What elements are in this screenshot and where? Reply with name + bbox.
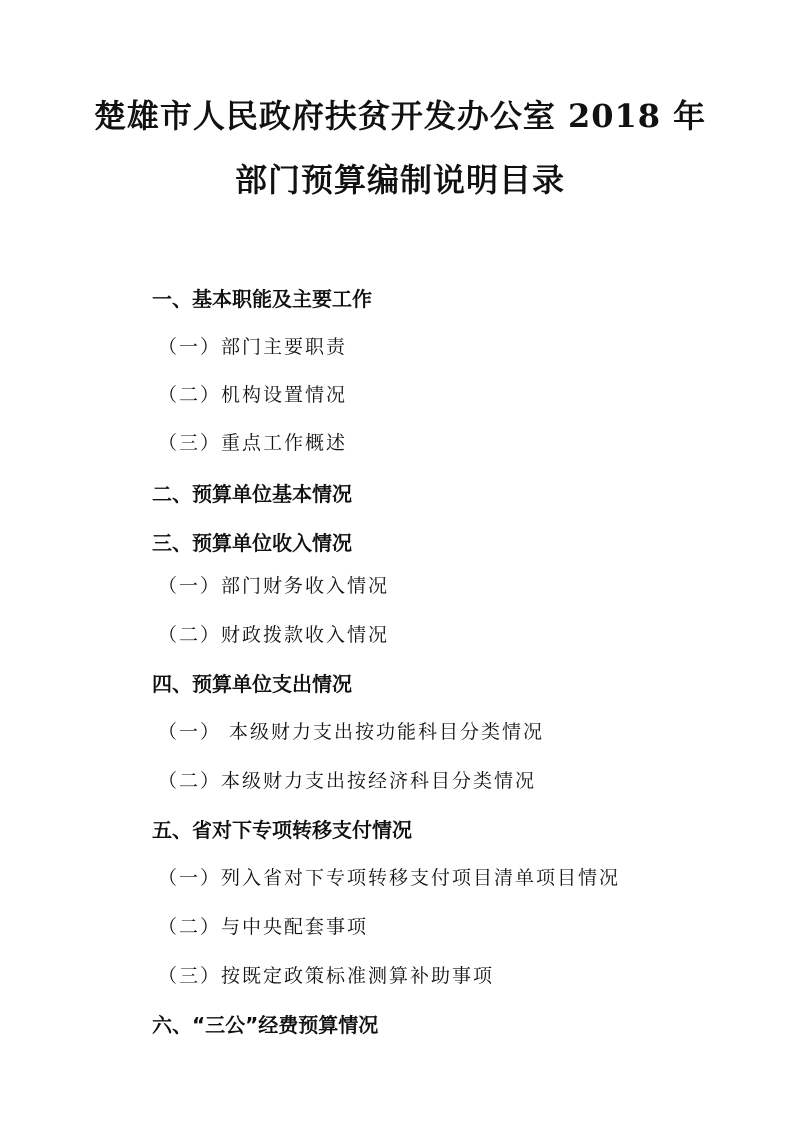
toc-subsection-3-2: （二）财政拨款收入情况	[158, 624, 390, 646]
toc-subsection-1-3: （三）重点工作概述	[158, 432, 348, 454]
document-title-line-1: 楚雄市人民政府扶贫开发办公室 2018 年	[93, 97, 707, 135]
toc-section-2: 二、预算单位基本情况	[152, 482, 352, 506]
toc-subsection-3-1: （一）部门财务收入情况	[158, 575, 390, 597]
toc-subsection-5-1: （一）列入省对下专项转移支付项目清单项目情况	[158, 867, 621, 889]
toc-section-5: 五、省对下专项转移支付情况	[152, 818, 412, 842]
toc-subsection-1-1: （一）部门主要职责	[158, 336, 348, 358]
toc-section-3: 三、预算单位收入情况	[152, 531, 352, 555]
toc-subsection-4-2: （二）本级财力支出按经济科目分类情况	[158, 770, 537, 792]
toc-subsection-5-2: （二）与中央配套事项	[158, 916, 369, 938]
toc-section-4: 四、预算单位支出情况	[152, 672, 352, 696]
toc-section-6: 六、“三公”经费预算情况	[152, 1013, 379, 1037]
toc-subsection-4-1: （一） 本级财力支出按功能科目分类情况	[158, 721, 545, 743]
toc-subsection-5-3: （三）按既定政策标准测算补助事项	[158, 965, 495, 987]
toc-subsection-1-2: （二）机构设置情况	[158, 384, 348, 406]
toc-section-1: 一、基本职能及主要工作	[152, 287, 372, 311]
document-title-line-2: 部门预算编制说明目录	[234, 161, 565, 199]
